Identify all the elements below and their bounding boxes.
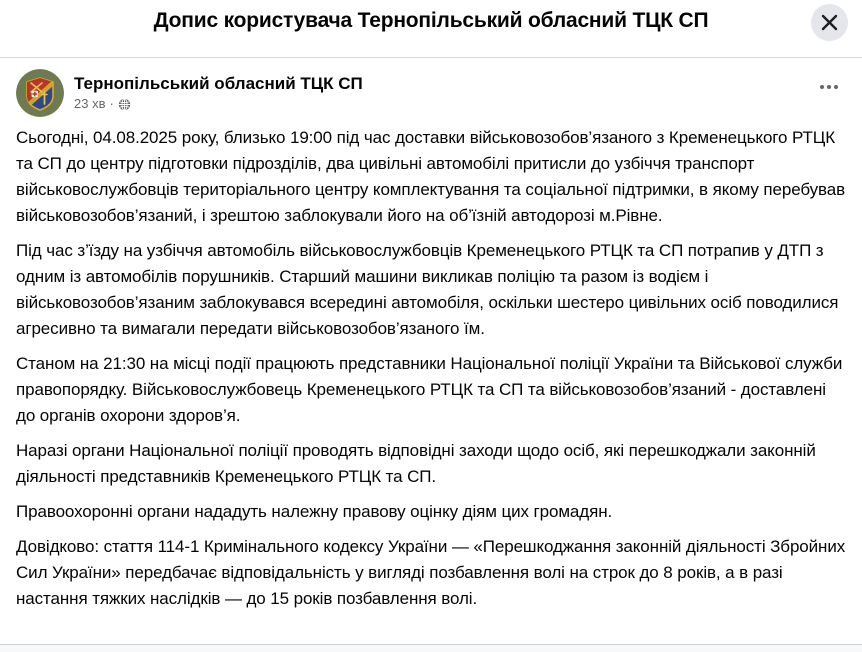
dialog-title: Допис користувача Тернопільський обласний ТЦК СП [153,9,709,32]
more-options-icon [820,85,824,89]
footer-pad [0,645,862,652]
post-paragraph: Довідково: стаття 114-1 Кримінального кодексу України — «Перешкоджання законній діяльності Збройних Сил України» передбачає відповідальність у вигляді позбавлення волі на строк до 8 років, а в разі настання тяжких наслідків — до 15 років позбавлення волі. [16,537,846,608]
post-body [0,123,862,644]
avatar[interactable] [16,69,64,117]
public-globe-icon [118,98,131,111]
post-paragraph: Наразі органи Національної поліції проводять відповідні заходи щодо осіб, які перешкоджали законній діяльності представників Кременецького РТЦК та СП. [16,441,816,486]
post-timestamp[interactable]: 23 хв [74,96,106,111]
author-block [74,74,363,112]
meta-separator: · [109,96,114,111]
tcc-emblem-icon [16,69,64,117]
footer-strip [0,644,862,652]
post-paragraph: Сьогодні, 04.08.2025 року, близько 19:00 під час доставки військовозобов’язаного з Кременецького РТЦК та СП до центру підготовки підрозділів, два цивільні автомобілі притисли до узбіччя транспорт військовослужбовців територіального центру комплектування та соціальної підтримки, в якому перебував військовозобов’язаний, і зрештою заблокували його на об’їзній автодорозі м.Рівне. [16,128,846,225]
more-options-button[interactable] [812,79,846,95]
author-name-link[interactable]: Тернопільський обласний ТЦК СП [74,74,363,93]
dialog-header [0,0,862,58]
post-paragraph: Під час з’їзду на узбіччя автомобіль військовослужбовців Кременецького РТЦК та СП потрапив у ДТП з одним із автомобілів порушників. Старший машини викликав поліцію та разом із водієм і військовозобов’язаним заблокувався всередині автомобіля, оскільки шестеро цивільних осіб поводилися агресивно та вимагали передати військовозобов’язаного їм. [16,241,839,338]
post-paragraph: Станом на 21:30 на місці події працюють представники Національної поліції України та Військової служби правопорядку. Військовослужбовець Кременецького РТЦК та СП та військовозобов’язаний - доставлені до органів охорони здоров’я. [16,354,843,425]
post-header [0,58,862,123]
post-meta [74,96,363,112]
close-button[interactable] [811,4,848,41]
post-paragraph: Правоохоронні органи нададуть належну правову оцінку діям цих громадян. [16,502,613,521]
close-icon [821,14,838,31]
